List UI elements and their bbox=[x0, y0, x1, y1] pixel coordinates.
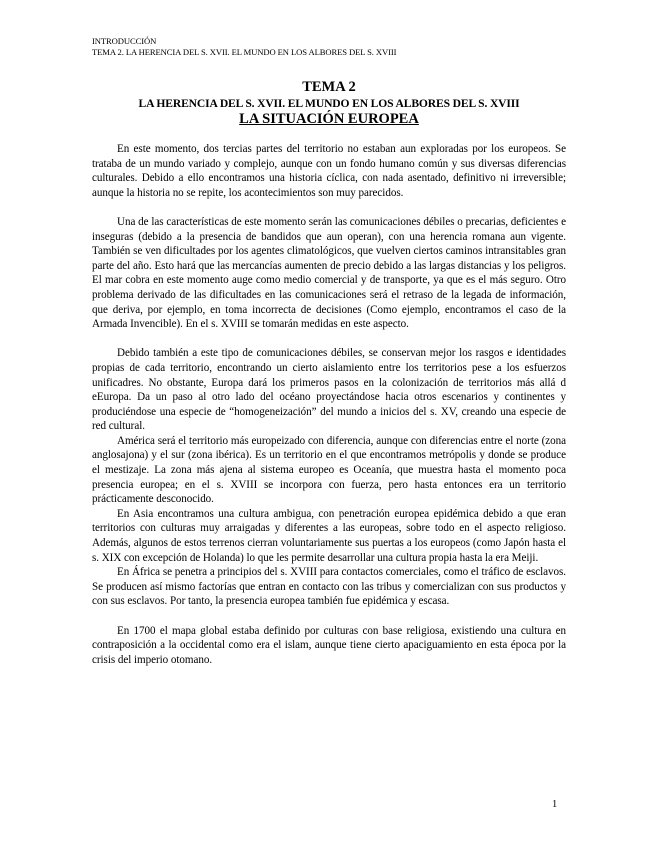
header-line-course: INTRODUCCIÓN bbox=[92, 36, 157, 46]
paragraph-7: En 1700 el mapa global estaba definido por culturas con base religiosa, existiendo una cultura en contraposición a la occidental como era el islam, aunque tiene cierto apaciguamiento en esta época por la crisis del imperio otomano. bbox=[92, 624, 566, 666]
paragraph-3: Debido también a este tipo de comunicaciones débiles, se conservan mejor los rasgos e identidades propias de cada territorio, encontrando un cierto aislamiento entre los territorios pese a los esfuerzos unificadres. No obstante, Europa dará los primeros pasos en la colonización de territorios más allá d eEuropa. Da un paso al otro lado del océano proyectándose hacia otros escenarios y continentes y produciéndose una especie de “homogeneización” del mundo a inicios del s. XV, creando una especie de red cultural. bbox=[92, 347, 566, 433]
paragraph-6: En África se penetra a principios del s. XVIII para contactos comerciales, como el tráfico de esclavos. Se producen así mismo factorías que entran en contacto con las tribus y comercializan con sus productos y con sus esclavos. Por tanto, la presencia europea también fue epidémica y escasa. bbox=[92, 566, 566, 608]
paragraph-5: En Asia encontramos una cultura ambigua, con penetración europea epidémica debido a que eran territorios con culturas muy arraigadas y diferentes a las europeas, sobre todo en el aspecto religioso. Además, algunos de estos terrenos cierran voluntariamente sus puertas a los europeos (como Japón hasta el s. XIX con excepción de Holanda) lo que les permite desarrollar una cultura propia hasta la era Meiji. bbox=[92, 507, 566, 564]
topic-title: TEMA 2 bbox=[302, 79, 356, 95]
topic-subtitle: LA HERENCIA DEL S. XVII. EL MUNDO EN LOS ALBORES DEL S. XVIII bbox=[138, 97, 520, 110]
running-header bbox=[92, 36, 572, 58]
header-line-topic: TEMA 2. LA HERENCIA DEL S. XVII. EL MUNDO EN LOS ALBORES DEL S. XVIII bbox=[92, 47, 397, 57]
body-text bbox=[92, 142, 566, 667]
paragraph-4: América será el territorio más europeizado con diferencia, aunque con diferencias entre el norte (zona anglosajona) y el sur (zona ibérica). Es un territorio en el que encontramos metrópolis y donde se produce el mestizaje. La zona más ajena al sistema europeo es Oceanía, que muestra hasta el momento poca presencia europea; en el s. XVIII se incorpora con fuerza, pero hasta entonces era un territorio prácticamente desconocido. bbox=[92, 434, 566, 506]
paragraph-1: En este momento, dos tercias partes del territorio no estaban aun exploradas por los europeos. Se trataba de un mundo variado y complejo, aunque con un fondo humano común y sus diversas diferencias culturales. Debido a ello encontramos una historia cíclica, con nada asentado, definitivo ni irreversible; aunque la historia no se repite, los acontecimientos son muy parecidos. bbox=[92, 143, 566, 199]
paragraph-2: Una de las características de este momento serán las comunicaciones débiles o precarias, deficientes e inseguras (debido a la presencia de bandidos que aun operan), con una herencia romana aun vigente. También se ven dificultades por los agentes climatológicos, que vuelven ciertos caminos intransitables gran parte del año. Esto hará que las mercancías aumenten de precio debido a las largas distancias y los peligros. El mar cobra en este momento auge como medio comercial y de transporte, ya que es el más seguro. Otro problema derivado de las dificultades en las comunicaciones será el retraso de la legada de información, que deriva, por ejemplo, en toma incorrecta de decisiones (Como ejemplo, encontramos el caso de la Armada Invencible). En el s. XVIII se tomarán medidas en este aspecto. bbox=[92, 215, 566, 331]
section-title: LA SITUACIÓN EUROPEA bbox=[239, 111, 419, 127]
title-block bbox=[92, 79, 566, 128]
page-number: 1 bbox=[552, 799, 558, 810]
